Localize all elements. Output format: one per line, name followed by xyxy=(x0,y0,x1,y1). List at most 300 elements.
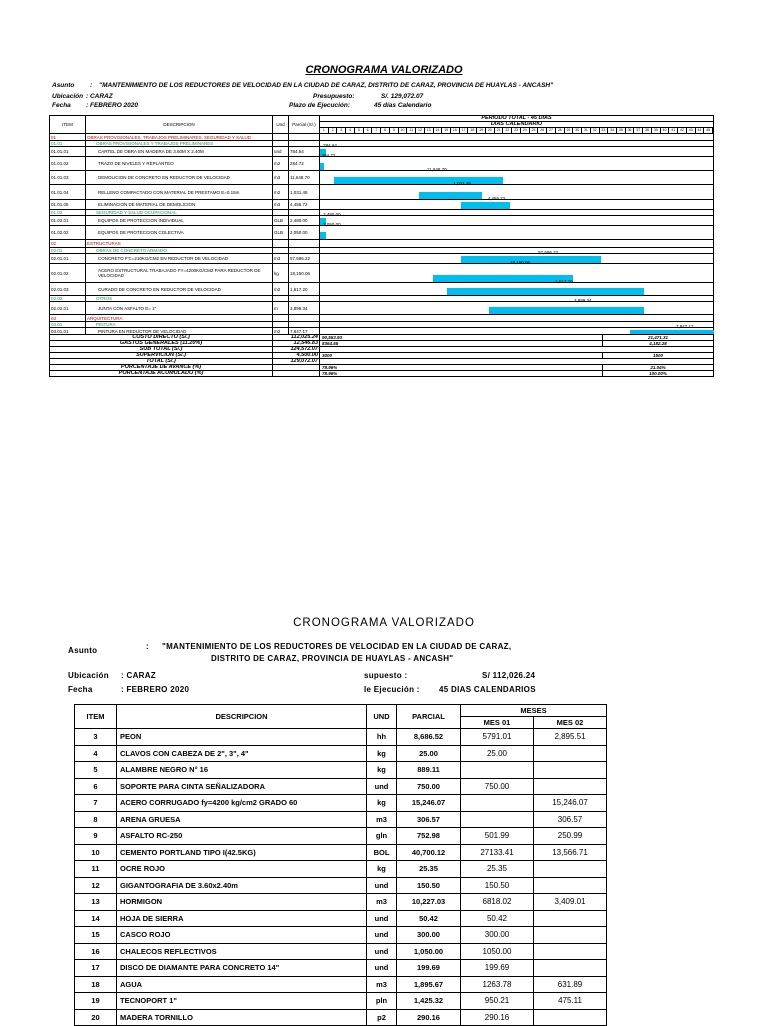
row-item: 02.01 xyxy=(50,248,86,254)
row-item: 01.01.01 xyxy=(50,147,86,157)
row-description: HOJA DE SIERRA xyxy=(117,910,367,927)
row-mes-02: 306.57 xyxy=(534,811,607,828)
summary-label: SUPERVICION (S/.) xyxy=(50,353,273,359)
row-description: ACERO CORRUGADO fy=4200 kg/cm2 GRADO 60 xyxy=(117,795,367,812)
row-mes-02: 2,895.51 xyxy=(534,729,607,746)
summary-value: 112,025.24 xyxy=(273,335,320,341)
row-item: 8 xyxy=(75,811,117,828)
day-number: 21 xyxy=(495,128,504,133)
row-mes-02 xyxy=(534,960,607,977)
row-parcial: 1,895.67 xyxy=(397,976,461,993)
summary-months xyxy=(320,341,714,347)
col-dias: DIAS CALENDARIO xyxy=(320,122,714,128)
asunto-sep: : xyxy=(90,82,93,89)
row-description: GIGANTOGRAFIA DE 3.60x2.40m xyxy=(117,877,367,894)
table-row xyxy=(75,976,607,993)
row-parcial: 25.35 xyxy=(397,861,461,878)
plazo-label: Plazo de Ejecución: xyxy=(289,102,351,109)
table-row xyxy=(50,157,714,171)
day-number: 6 xyxy=(364,128,373,133)
presupuesto-value-2: S/ 112,026.24 xyxy=(482,671,536,680)
col-und: Und xyxy=(273,116,289,134)
row-mes-02 xyxy=(534,762,607,779)
row-mes-02 xyxy=(534,778,607,795)
day-number: 39 xyxy=(652,128,661,133)
row-item: 6 xyxy=(75,778,117,795)
row-mes-01: 1263.78 xyxy=(461,976,534,993)
row-unit: pln xyxy=(367,993,397,1010)
asunto-text-2b: DISTRITO DE CARAZ, PROVINCIA DE HUAYLAS - ANCASH" xyxy=(211,654,454,663)
row-mes-01: 6818.02 xyxy=(461,894,534,911)
day-number: 5 xyxy=(355,128,364,133)
row-description: CURADO DE CONCRETO EN REDUCTOR DE VELOCIDAD xyxy=(86,283,273,296)
row-item: 03.01 xyxy=(50,322,86,328)
presupuesto-label-2: supuesto : xyxy=(364,671,408,680)
gantt-cell xyxy=(320,181,714,200)
row-description: EQUIPOS DE PROTECCION INDIVIDUAL xyxy=(86,216,273,226)
row-description: PINTURA EN REDUCTOR DE VELOCIDAD xyxy=(86,328,273,335)
col-descripcion-2: DESCRIPCION xyxy=(117,705,367,729)
table-row xyxy=(75,927,607,944)
row-unit: und xyxy=(273,147,289,157)
gantt-cell xyxy=(320,153,714,171)
summary-month-2: 100.00% xyxy=(649,371,667,376)
row-item: 4 xyxy=(75,745,117,762)
day-number: 36 xyxy=(626,128,635,133)
table-row xyxy=(75,910,607,927)
day-number: 10 xyxy=(399,128,408,133)
presupuesto-label: Presupuesto: xyxy=(313,93,355,100)
row-parcial xyxy=(289,240,320,248)
summary-month-2: 21,471.31 xyxy=(647,335,669,340)
summary-month-1: 78.96% xyxy=(320,365,603,370)
summary-months-wrap xyxy=(320,335,713,340)
row-description: CHALECOS REFLECTIVOS xyxy=(117,943,367,960)
day-number: 16 xyxy=(451,128,460,133)
day-number: 24 xyxy=(521,128,530,133)
row-item: 01.02.01 xyxy=(50,216,86,226)
row-item: 03 xyxy=(50,315,86,322)
row-mes-02: 13,566.71 xyxy=(534,844,607,861)
row-item: 01.01.03 xyxy=(50,171,86,185)
row-unit: m2 xyxy=(273,185,289,200)
row-unit: m2 xyxy=(273,328,289,335)
day-number: 27 xyxy=(547,128,556,133)
day-number: 45 xyxy=(704,128,713,133)
day-number: 40 xyxy=(661,128,670,133)
row-parcial xyxy=(289,315,320,322)
col-meses: MESES xyxy=(461,705,607,717)
row-parcial xyxy=(289,134,320,141)
asunto-sep-2: : xyxy=(146,642,149,651)
summary-months-wrap xyxy=(320,353,713,358)
row-mes-02: 15,246.07 xyxy=(534,795,607,812)
day-number: 29 xyxy=(565,128,574,133)
day-number: 12 xyxy=(416,128,425,133)
row-unit: m xyxy=(273,302,289,315)
day-number: 1 xyxy=(320,128,329,133)
gantt-bar xyxy=(447,288,644,295)
gantt-bar-label: 1,031.45 xyxy=(453,181,471,186)
table-row xyxy=(75,729,607,746)
row-description: MADERA TORNILLO xyxy=(117,1009,367,1026)
col-descripcion: DESCRIPCION xyxy=(86,116,273,134)
summary-value: 12,546.83 xyxy=(273,341,320,347)
row-mes-02 xyxy=(534,943,607,960)
gantt-bar-label: 2,050.00 xyxy=(323,222,341,227)
col-parcial: Parcial (S/.) xyxy=(289,116,320,134)
row-item: 02.01.01 xyxy=(50,254,86,264)
row-mes-01: 150.50 xyxy=(461,877,534,894)
gantt-cell xyxy=(320,167,714,185)
row-parcial: 150.50 xyxy=(397,877,461,894)
row-unit: m3 xyxy=(367,976,397,993)
table-row xyxy=(50,226,714,240)
gantt-cell xyxy=(320,324,714,335)
day-number: 44 xyxy=(696,128,705,133)
gantt-table xyxy=(49,115,714,377)
gantt-bar xyxy=(630,330,714,334)
row-parcial: 1,031.45 xyxy=(289,185,320,200)
day-number: 32 xyxy=(591,128,600,133)
gantt-cell xyxy=(320,143,714,157)
row-item: 14 xyxy=(75,910,117,927)
gantt-bar xyxy=(334,177,503,184)
day-number: 25 xyxy=(530,128,539,133)
row-item: 15 xyxy=(75,927,117,944)
table-row xyxy=(50,283,714,296)
col-item: ITEM xyxy=(50,116,86,134)
col-item-2: ITEM xyxy=(75,705,117,729)
day-number: 41 xyxy=(669,128,678,133)
row-mes-01 xyxy=(461,811,534,828)
row-parcial: 4,455.72 xyxy=(289,200,320,210)
row-parcial: 25.00 xyxy=(397,745,461,762)
summary-month-1: 90,553.93 xyxy=(320,335,603,340)
table-row xyxy=(50,315,714,322)
row-unit: und xyxy=(367,943,397,960)
row-item: 18 xyxy=(75,976,117,993)
gantt-cell xyxy=(320,279,714,296)
row-description: ESTRUCTURAS xyxy=(86,240,273,248)
row-unit: BOL xyxy=(367,844,397,861)
row-parcial: 10,227.03 xyxy=(397,894,461,911)
day-number: 31 xyxy=(582,128,591,133)
ubicacion-label-2: Ubicación xyxy=(68,671,109,680)
summary-months-wrap xyxy=(320,371,713,376)
row-mes-01: 199.69 xyxy=(461,960,534,977)
row-mes-01: 290.16 xyxy=(461,1009,534,1026)
day-number: 7 xyxy=(372,128,381,133)
table-row xyxy=(75,795,607,812)
row-item: 01.02.02 xyxy=(50,226,86,240)
row-parcial: 300.00 xyxy=(397,927,461,944)
day-number: 23 xyxy=(512,128,521,133)
row-unit: kg xyxy=(367,745,397,762)
row-description: CARTEL DE OBRA EN MADERA DE 3.60M X 2.40M xyxy=(86,147,273,157)
ubicacion-label: Ubicación xyxy=(52,93,84,100)
gantt-bar-label: 57,596.22 xyxy=(538,250,559,255)
row-parcial: 889.11 xyxy=(397,762,461,779)
row-unit: m2 xyxy=(273,157,289,171)
gantt-bar-label: 1,617.20 xyxy=(554,279,573,284)
row-unit: hh xyxy=(367,729,397,746)
row-item: 13 xyxy=(75,894,117,911)
gantt-cell xyxy=(320,196,714,210)
day-number: 13 xyxy=(425,128,434,133)
row-description: CONCRETO F'C=210KG/CM2 EN REDUCTOR DE VELOCIDAD xyxy=(86,254,273,264)
summary-months xyxy=(320,371,714,377)
row-parcial: 2,050.00 xyxy=(289,226,320,240)
gantt-bar-label: 11,648.70 xyxy=(426,167,447,172)
summary-month-2: 4,182.28 xyxy=(649,341,667,346)
row-description: SOPORTE PARA CINTA SEÑALIZADORA xyxy=(117,778,367,795)
summary-month-1: 3000 xyxy=(320,353,603,358)
row-item: 03.01.01 xyxy=(50,328,86,335)
row-parcial: 3,899.34 xyxy=(289,302,320,315)
row-parcial: 1,617.20 xyxy=(289,283,320,296)
table-row xyxy=(50,134,714,141)
table-row xyxy=(75,762,607,779)
row-description: ASFALTO RC-250 xyxy=(117,828,367,845)
row-mes-01: 25.35 xyxy=(461,861,534,878)
gantt-cell xyxy=(320,134,714,141)
table-row xyxy=(75,1009,607,1026)
summary-month-2: 1500 xyxy=(652,353,663,358)
row-parcial: 7,847.17 xyxy=(289,328,320,335)
day-number: 22 xyxy=(503,128,512,133)
gantt-bar-label: 7,847.17 xyxy=(676,324,694,329)
col-und-2: UND xyxy=(367,705,397,729)
row-item: 17 xyxy=(75,960,117,977)
row-unit: m3 xyxy=(273,171,289,185)
row-mes-02 xyxy=(534,877,607,894)
row-mes-02 xyxy=(534,927,607,944)
gantt-bar-label: 2,480.00 xyxy=(323,212,341,217)
row-description: CASCO ROJO xyxy=(117,927,367,944)
row-item: 01.01.02 xyxy=(50,157,86,171)
summary-value: 4,500.00 xyxy=(273,353,320,359)
row-unit: kg xyxy=(273,264,289,283)
col-mes-01: MES 01 xyxy=(461,717,534,729)
table-row xyxy=(75,993,607,1010)
asunto-text: "MANTENIMIENTO DE LOS REDUCTORES DE VELOCIDAD EN LA CIUDAD DE CARAZ, DISTRITO DE CARAZ, PROVINCIA DE HUAYLAS - ANCASH" xyxy=(99,82,554,89)
row-item: 20 xyxy=(75,1009,117,1026)
row-item: 01 xyxy=(50,134,86,141)
row-mes-02: 631.89 xyxy=(534,976,607,993)
summary-label: COSTO DIRECTO (S/.) xyxy=(50,335,273,341)
summary-label: GASTOS GENERALES (11.20%) xyxy=(50,341,273,347)
row-description: OBRAS PROVISIONALES, TRABAJOS PRELIMINARES, SEGURIDAD Y SALUD xyxy=(86,134,273,141)
fecha-label-2: Fecha xyxy=(68,685,93,694)
summary-label: PORCENTAJE DE AVANCE (%) xyxy=(50,365,273,371)
fecha-value: : FEBRERO 2020 xyxy=(86,102,139,109)
table-row xyxy=(75,828,607,845)
row-parcial: 18,150.06 xyxy=(289,264,320,283)
row-item: 01.02 xyxy=(50,210,86,216)
row-unit: m3 xyxy=(367,811,397,828)
summary-months xyxy=(320,365,714,371)
row-mes-01: 300.00 xyxy=(461,927,534,944)
row-item: 11 xyxy=(75,861,117,878)
row-mes-01: 27133.41 xyxy=(461,844,534,861)
row-parcial: 750.00 xyxy=(397,778,461,795)
summary-label: SUB TOTAL (S/.) xyxy=(50,347,273,353)
gantt-cell xyxy=(320,240,714,248)
day-number: 28 xyxy=(556,128,565,133)
day-number: 8 xyxy=(381,128,390,133)
fecha-value-2: : FEBRERO 2020 xyxy=(121,685,190,694)
col-mes-02: MES 02 xyxy=(534,717,607,729)
summary-value: 124,572.07 xyxy=(273,347,320,353)
table-row xyxy=(75,745,607,762)
row-description: AGUA xyxy=(117,976,367,993)
summary-value: 129,072.07 xyxy=(273,359,320,365)
row-item: 01.01.04 xyxy=(50,185,86,200)
day-number: 34 xyxy=(608,128,617,133)
plazo-label-2: le Ejecución : xyxy=(364,685,420,694)
row-description: PINTURA xyxy=(86,322,273,328)
gantt-bar xyxy=(320,232,326,239)
summary-month-1: 8364.55 xyxy=(320,341,603,346)
asunto-text-2a: "MANTENIMIENTO DE LOS REDUCTORES DE VELOCIDAD EN LA CIUDAD DE CARAZ, xyxy=(162,642,512,651)
materials-table xyxy=(74,704,607,1026)
day-number: 43 xyxy=(687,128,696,133)
table-row xyxy=(75,861,607,878)
day-number: 19 xyxy=(477,128,486,133)
day-number: 26 xyxy=(538,128,547,133)
row-item: 01.01.05 xyxy=(50,200,86,210)
row-parcial: 2,480.00 xyxy=(289,216,320,226)
day-number: 18 xyxy=(468,128,477,133)
gantt-bar-label: 18,150.06 xyxy=(509,260,530,265)
row-unit: kg xyxy=(367,762,397,779)
gantt-cell xyxy=(320,260,714,283)
gantt-bar-label: 4,455.72 xyxy=(487,196,506,201)
presupuesto-value: S/. 129,072.07 xyxy=(381,93,424,100)
day-number: 15 xyxy=(442,128,451,133)
ubicacion-value-2: : CARAZ xyxy=(121,671,156,680)
gantt-cell xyxy=(320,212,714,226)
row-parcial: 784.64 xyxy=(289,147,320,157)
day-number: 42 xyxy=(678,128,687,133)
row-unit: kg xyxy=(367,795,397,812)
table-row xyxy=(50,254,714,264)
row-parcial: 290.16 xyxy=(397,1009,461,1026)
gantt-bar xyxy=(461,202,510,209)
row-description: OBRAS DE CONCRETO ARMADO xyxy=(86,248,273,254)
gantt-bar xyxy=(433,275,574,282)
row-description: TRAZO DE NIVELES Y REPLANTEO xyxy=(86,157,273,171)
row-mes-01: 501.99 xyxy=(461,828,534,845)
row-mes-01: 5791.01 xyxy=(461,729,534,746)
row-description: DEMOLICION DE CONCRETO EN REDUCTOR DE VELOCIDAD xyxy=(86,171,273,185)
row-unit: gln xyxy=(367,828,397,845)
day-number: 30 xyxy=(573,128,582,133)
gantt-bar xyxy=(489,307,644,314)
row-unit: m3 xyxy=(273,254,289,264)
row-description: DISCO DE DIAMANTE PARA CONCRETO 14" xyxy=(117,960,367,977)
gantt-bar-label: 784.64 xyxy=(323,143,337,148)
page-title: CRONOGRAMA VALORIZADO xyxy=(305,64,463,76)
table-row xyxy=(75,778,607,795)
row-item: 02.01.03 xyxy=(50,283,86,296)
row-parcial: 8,686.52 xyxy=(397,729,461,746)
day-number: 11 xyxy=(407,128,416,133)
row-item: 01.01 xyxy=(50,141,86,147)
row-unit: und xyxy=(367,927,397,944)
gantt-cell xyxy=(320,222,714,240)
gantt-bar-label: 284.72 xyxy=(321,153,336,158)
row-unit: m3 xyxy=(273,200,289,210)
table-row xyxy=(50,200,714,210)
row-item: 19 xyxy=(75,993,117,1010)
row-mes-01: 1050.00 xyxy=(461,943,534,960)
row-unit: und xyxy=(367,910,397,927)
row-parcial: 11,648.70 xyxy=(289,171,320,185)
day-number: 33 xyxy=(600,128,609,133)
row-item: 02 xyxy=(50,240,86,248)
day-number: 17 xyxy=(460,128,469,133)
table-row xyxy=(50,216,714,226)
row-description: SEGURIDAD Y SALUD OCUPACIONAL xyxy=(86,210,273,216)
row-unit: und xyxy=(367,960,397,977)
summary-months-wrap xyxy=(320,365,713,370)
row-parcial: 199.69 xyxy=(397,960,461,977)
row-mes-01: 750.00 xyxy=(461,778,534,795)
row-description: ALAMBRE NEGRO N° 16 xyxy=(117,762,367,779)
table-row xyxy=(75,844,607,861)
row-mes-02 xyxy=(534,861,607,878)
row-item: 3 xyxy=(75,729,117,746)
row-parcial: 284.72 xyxy=(289,157,320,171)
row-description: HORMIGON xyxy=(117,894,367,911)
row-parcial: 57,596.22 xyxy=(289,254,320,264)
row-mes-01: 50.42 xyxy=(461,910,534,927)
row-description: TECNOPORT 1" xyxy=(117,993,367,1010)
summary-row xyxy=(50,371,714,377)
summary-month-1: 78.96% xyxy=(320,371,603,376)
summary-months xyxy=(320,353,714,359)
row-description: CLAVOS CON CABEZA DE 2", 3", 4" xyxy=(117,745,367,762)
summary-label: PORCENTAJE ACUMULADO (%) xyxy=(50,371,273,377)
row-mes-01: 950.21 xyxy=(461,993,534,1010)
day-number: 35 xyxy=(617,128,626,133)
summary-months xyxy=(320,335,714,341)
asunto-label: Asunto xyxy=(52,82,75,89)
row-mes-01 xyxy=(461,762,534,779)
plazo-value-2: 45 DIAS CALENDARIOS xyxy=(439,685,536,694)
day-number: 14 xyxy=(434,128,443,133)
row-unit: m3 xyxy=(367,894,397,911)
row-unit xyxy=(273,134,289,141)
table-row xyxy=(50,302,714,315)
row-description: ARENA GRUESA xyxy=(117,811,367,828)
summary-month-2: 21.04% xyxy=(650,365,666,370)
row-description: RELLENO COMPACTADO CON MATERIAL DE PRESTAMO E=0.15m xyxy=(86,185,273,200)
row-description: ELIMINACION DE MATERIAL DE DEMOLICION xyxy=(86,200,273,210)
day-number: 38 xyxy=(643,128,652,133)
ubicacion-value: : CARAZ xyxy=(86,93,113,100)
gantt-bar xyxy=(461,256,602,263)
row-parcial: 50.42 xyxy=(397,910,461,927)
plazo-value: 45 días Calendario xyxy=(374,102,432,109)
row-unit xyxy=(273,315,289,322)
gantt-bar-label: 3,899.34 xyxy=(573,298,592,303)
table-row xyxy=(50,264,714,283)
row-unit: GLB xyxy=(273,216,289,226)
row-item: 5 xyxy=(75,762,117,779)
